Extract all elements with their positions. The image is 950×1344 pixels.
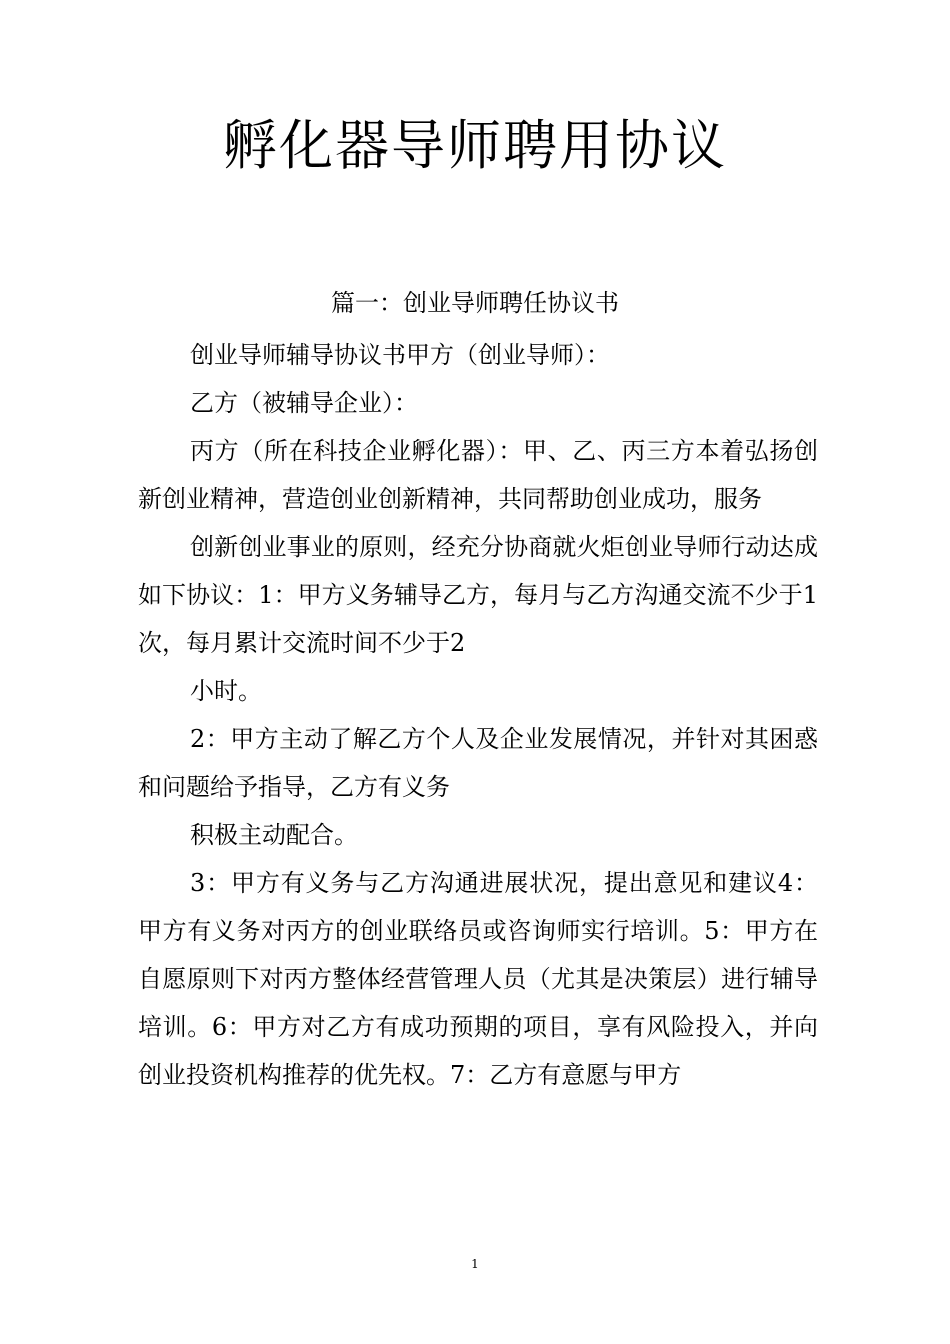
paragraph-agreement-clause-1: 创新创业事业的原则，经充分协商就火炬创业导师行动达成如下协议：1：甲方义务辅导乙方，每月与乙方沟通交流不少于1次，每月累计交流时间不少于2 xyxy=(138,533,818,657)
paragraph-mentee-party: 乙方（被辅导企业）： xyxy=(190,389,418,417)
document-title: 孵化器导师聘用协议 xyxy=(223,114,727,177)
paragraph-clause-2: 2：甲方主动了解乙方个人及企业发展情况，并针对其困惑和问题给予指导，乙方有义务 xyxy=(138,725,818,801)
section-heading: 篇一：创业导师聘任协议书 xyxy=(331,289,619,317)
paragraph-incubator-party: 丙方（所在科技企业孵化器）：甲、乙、丙三方本着弘扬创新创业精神，营造创业创新精神，共同帮助创业成功，服务 xyxy=(138,437,818,513)
paragraph-clause-2-continued: 积极主动配合。 xyxy=(190,821,358,849)
paragraph-clauses-3-to-7: 3：甲方有义务与乙方沟通进展状况，提出意见和建议4：甲方有义务对丙方的创业联络员或咨询师实行培训。5：甲方在自愿原则下对丙方整体经营管理人员（尤其是决策层）进行辅导培训。6：甲方对乙方有成功预期的项目，享有风险投入，并向创业投资机构推荐的优先权。7：乙方有意愿与甲方 xyxy=(138,869,818,1089)
paragraph-mentor-party: 创业导师辅导协议书甲方（创业导师）： xyxy=(190,341,610,369)
paragraph-clause-1-continued: 小时。 xyxy=(190,677,262,705)
document-body xyxy=(138,331,818,1099)
page-number: 1 xyxy=(471,1257,479,1271)
